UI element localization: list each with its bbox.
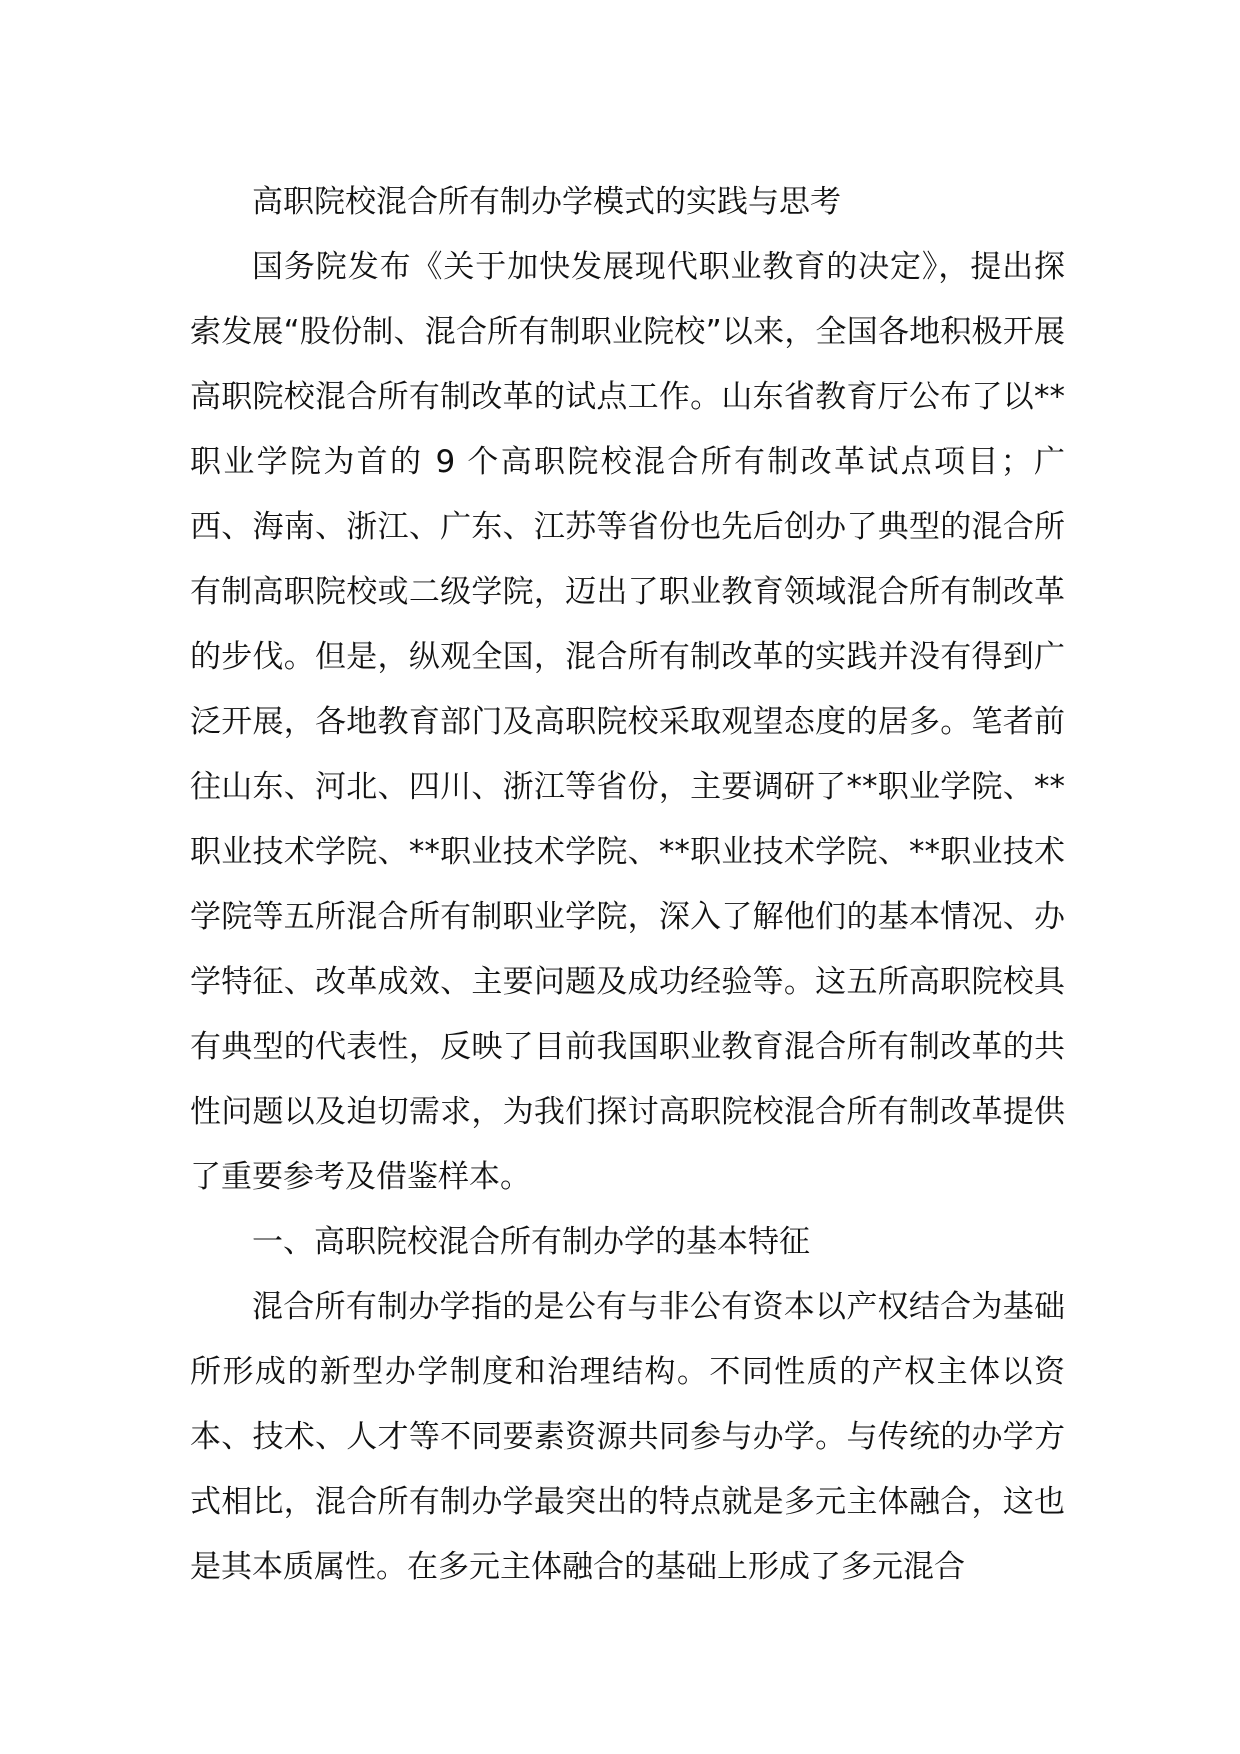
paragraph-intro: 国务院发布《关于加快发展现代职业教育的决定》，提出探索发展“股份制、混合所有制职业院校”以来，全国各地积极开展高职院校混合所有制改革的试点工作。山东省教育厅公布了以**职业学院为首的 9 个高职院校混合所有制改革试点项目；广西、海南、浙江、广东、江苏等省份也先后创办了典型的混合所有制高职院校或二级学院，迈出了职业教育领域混合所有制改革的步伐。但是，纵观全国，混合所有制改革的实践并没有得到广泛开展，各地教育部门及高职院校采取观望态度的居多。笔者前往山东、河北、四川、浙江等省份，主要调研了**职业学院、**职业技术学院、**职业技术学院、**职业技术学院、**职业技术学院等五所混合所有制职业学院，深入了解他们的基本情况、办学特征、改革成效、主要问题及成功经验等。这五所高职院校具有典型的代表性，反映了目前我国职业教育混合所有制改革的共性问题以及迫切需求，为我们探讨高职院校混合所有制改革提供了重要参考及借鉴样本。 — [190, 249, 1065, 1195]
paragraph-basic-features: 混合所有制办学指的是公有与非公有资本以产权结合为基础所形成的新型办学制度和治理结构。不同性质的产权主体以资本、技术、人才等不同要素资源共同参与办学。与传统的办学方式相比，混合所有制办学最突出的特点就是多元主体融合，这也是其本质属性。在多元主体融合的基础上形成了多元混合 — [190, 1289, 1065, 1585]
document-title: 高职院校混合所有制办学模式的实践与思考 — [252, 184, 841, 220]
document-body — [190, 170, 1065, 1600]
section-heading-basic-features: 一、高职院校混合所有制办学的基本特征 — [252, 1224, 810, 1260]
